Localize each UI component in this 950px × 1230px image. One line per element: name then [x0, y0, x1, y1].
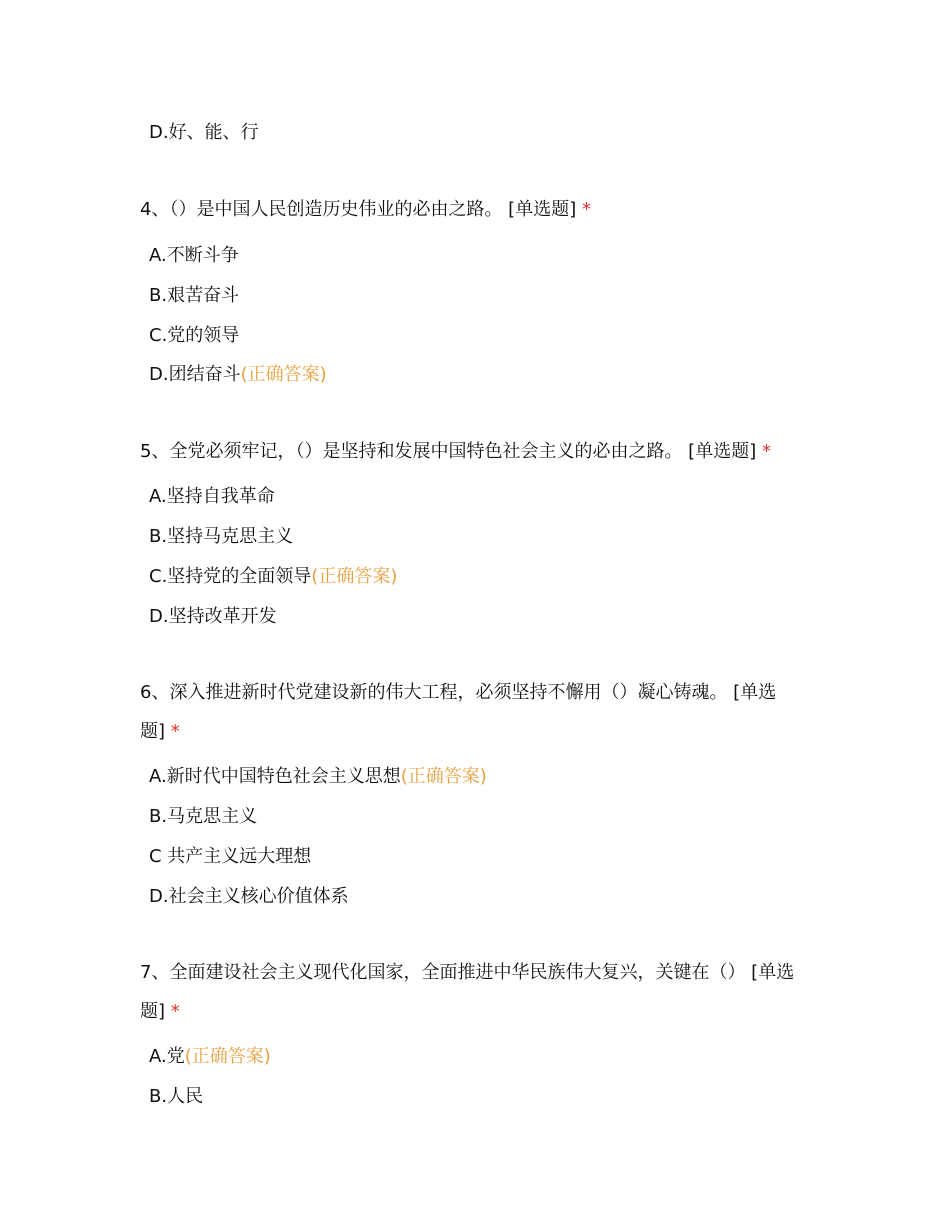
question-text: 4、（）是中国人民创造历史伟业的必由之路。 [单选题] — [140, 199, 577, 220]
option-text: B.坚持马克思主义 — [149, 526, 294, 547]
correct-answer-tag: (正确答案) — [400, 766, 487, 787]
list-item — [149, 244, 239, 268]
list-item — [149, 121, 259, 145]
list-item — [149, 845, 311, 869]
list-item — [149, 885, 349, 909]
question-6 — [140, 673, 800, 751]
correct-answer-tag: (正确答案) — [184, 1046, 271, 1067]
question-5 — [140, 432, 800, 471]
list-item — [149, 605, 277, 629]
option-text: B.马克思主义 — [149, 806, 258, 827]
question-text: 6、深入推进新时代党建设新的伟大工程，必须坚持不懈用（）凝心铸魂。 [单选题] — [140, 682, 777, 742]
correct-answer-tag: (正确答案) — [311, 566, 398, 587]
required-mark: * — [761, 441, 771, 462]
required-mark: * — [170, 1001, 180, 1022]
list-item — [149, 805, 257, 829]
list-item — [149, 284, 239, 308]
list-item — [149, 363, 327, 387]
question-7 — [140, 953, 800, 1031]
option-text: B.艰苦奋斗 — [149, 285, 240, 306]
required-mark: * — [581, 199, 591, 220]
option-text: A.党 — [149, 1046, 185, 1067]
option-text: D.坚持改革开发 — [149, 606, 277, 627]
required-mark: * — [170, 721, 180, 742]
question-text: 5、全党必须牢记，（）是坚持和发展中国特色社会主义的必由之路。 [单选题] — [140, 441, 757, 462]
list-item — [149, 1085, 203, 1109]
option-text: C.坚持党的全面领导 — [149, 566, 312, 587]
list-item — [149, 565, 397, 589]
option-text: A.不断斗争 — [149, 245, 239, 266]
option-text: C 共产主义远大理想 — [149, 846, 312, 867]
option-text: D.好、能、行 — [149, 122, 259, 143]
option-text: B.人民 — [149, 1086, 204, 1107]
list-item — [149, 485, 275, 509]
option-text: D.社会主义核心价值体系 — [149, 886, 349, 907]
option-text: D.团结奋斗 — [149, 364, 241, 385]
list-item — [149, 765, 487, 789]
option-text: C.党的领导 — [149, 325, 240, 346]
option-text: A.新时代中国特色社会主义思想 — [149, 766, 401, 787]
option-text: A.坚持自我革命 — [149, 486, 275, 507]
list-item — [149, 324, 239, 348]
list-item — [149, 525, 293, 549]
correct-answer-tag: (正确答案) — [240, 364, 327, 385]
question-4 — [140, 190, 800, 229]
list-item — [149, 1045, 271, 1069]
question-text: 7、全面建设社会主义现代化国家，全面推进中华民族伟大复兴，关键在（） [单选题] — [140, 962, 795, 1022]
